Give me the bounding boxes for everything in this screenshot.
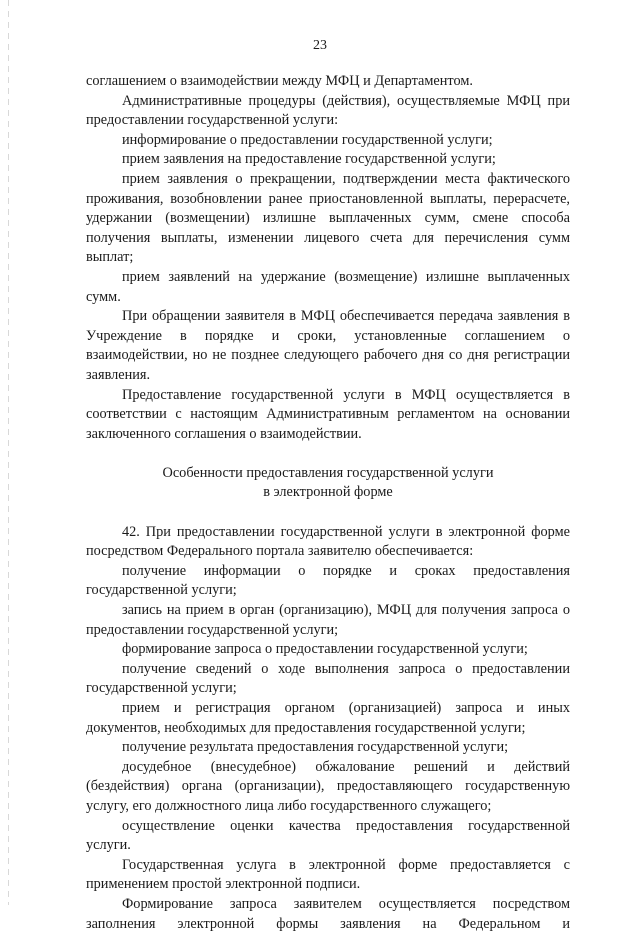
list-item: получение информации о порядке и сроках предоставления государственной услуги; [86,562,570,599]
paragraph-mfc-provision: Предоставление государственной услуги в МФЦ осуществляется в соответствии с настоящим Административным регламентом на основании заключенного соглашения о взаимодействии. [86,386,570,442]
paragraph-admin-procedures: Административные процедуры (действия), осуществляемые МФЦ при предоставлении государственной услуги: [86,92,570,129]
list-item: запись на прием в орган (организацию), МФЦ для получения запроса о предоставлении государственной услуги; [86,602,570,638]
list-item: прием заявления о прекращении, подтверждении места фактического проживания, возобновлении ранее приостановленной выплаты, перерасчете, удержании (возмещении) излишне выплаченных сумм, смене способа получения выплаты, изменении лицевого счета для перечисления сумм выплат; [86,170,570,266]
list-item: получение результата предоставления государственной услуги; [122,739,509,756]
section-heading-line1: Особенности предоставления государственной услуги [162,464,494,481]
list-item: прием и регистрация органом (организацией) запроса и иных документов, необходимых для предоставления государственной услуги; [86,700,570,736]
list-item: получение сведений о ходе выполнения запроса о предоставлении государственной услуги; [86,660,570,697]
paragraph-request-forming: Формирование запроса заявителем осуществляется посредством заполнения электронной формы заявления на Федеральном и [86,895,570,932]
section-heading-line2: в электронной форме [263,484,393,501]
list-item: осуществление оценки качества предоставления государственной услуги. [86,817,570,854]
list-item: прием заявления на предоставление государственной услуги; [122,151,496,168]
paragraph-continuation: соглашением о взаимодействии между МФЦ и Департаментом. [86,73,473,89]
page-number: 23 [313,38,327,53]
list-item: информирование о предоставлении государственной услуги; [122,131,493,148]
section-heading [86,464,570,503]
list-item: формирование запроса о предоставлении государственной услуги; [122,641,528,658]
document-body [86,72,570,934]
paragraph-electronic-signature: Государственная услуга в электронной форме предоставляется с применением простой электронной подписи. [86,856,570,893]
list-item: досудебное (внесудебное) обжалование решений и действий (бездействия) органа (организации), предоставляющего государственную услугу, его должностного лица либо государственного служащего; [86,758,570,814]
paragraph-42: 42. При предоставлении государственной услуги в электронной форме посредством Федерального портала заявителю обеспечивается: [86,523,570,560]
scan-edge-artifact [8,0,9,905]
paragraph-mfc-transfer: При обращении заявителя в МФЦ обеспечивается передача заявления в Учреждение в порядке и сроки, установленные соглашением о взаимодействии, но не позднее следующего рабочего дня со дня регистрации заявления. [86,308,570,383]
list-item: прием заявлений на удержание (возмещение) излишне выплаченных сумм. [86,268,570,305]
